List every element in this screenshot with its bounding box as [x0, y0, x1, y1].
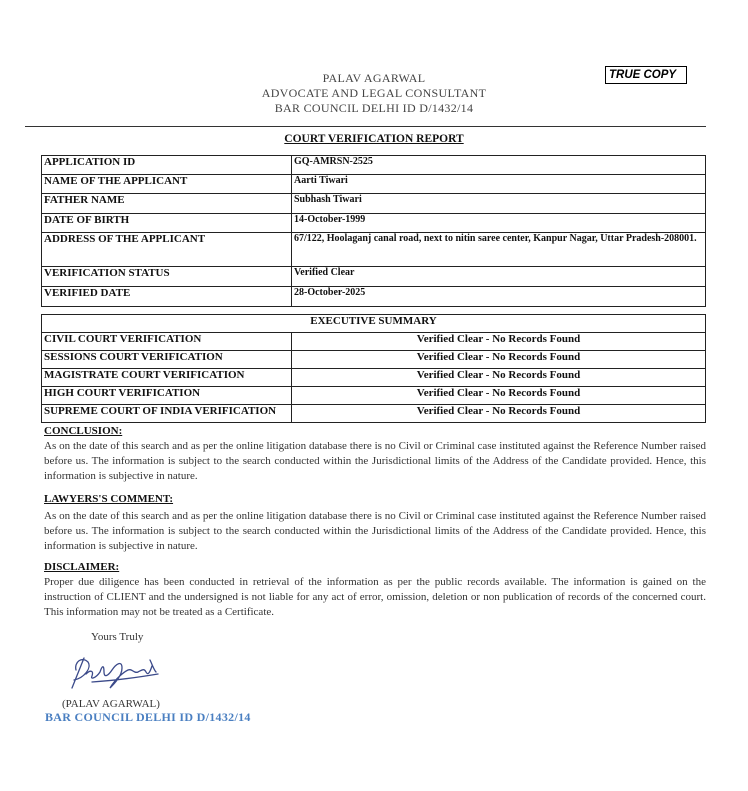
disclaimer-title: DISCLAIMER:	[44, 561, 120, 573]
summary-heading-row	[42, 315, 706, 333]
summary-row	[42, 405, 706, 423]
details-table	[41, 155, 706, 307]
summary-value: Verified Clear - No Records Found	[292, 387, 706, 405]
report-title: COURT VERIFICATION REPORT	[284, 133, 464, 145]
details-value: 28-October-2025	[292, 287, 706, 307]
summary-heading: EXECUTIVE SUMMARY	[42, 315, 706, 333]
conclusion-title: CONCLUSION:	[44, 425, 123, 437]
summary-value: Verified Clear - No Records Found	[292, 351, 706, 369]
summary-row	[42, 369, 706, 387]
details-label: FATHER NAME	[42, 194, 292, 214]
letterhead-name: PALAV AGARWAL	[322, 71, 426, 85]
details-value: 14-October-1999	[292, 214, 706, 233]
summary-label: HIGH COURT VERIFICATION	[42, 387, 292, 405]
summary-row	[42, 333, 706, 351]
conclusion-text: As on the date of this search and as per the online litigation database there is no Civil or Criminal case instituted against the Reference Number raised before us. The information is subject to the search conducted within the Jurisdictional limits of the Address of the Candidate provided. Hence, this information is subjective in nature.	[44, 440, 706, 482]
details-label: VERIFIED DATE	[42, 287, 292, 307]
details-label: NAME OF THE APPLICANT	[42, 175, 292, 194]
details-label: VERIFICATION STATUS	[42, 267, 292, 287]
summary-label: SESSIONS COURT VERIFICATION	[42, 351, 292, 369]
details-value: Subhash Tiwari	[292, 194, 706, 214]
details-row	[42, 156, 706, 175]
comment-text: As on the date of this search and as per the online litigation database there is no Civil or Criminal case instituted against the Reference Number raised before us. The information is subject to the search conducted within the Jurisdictional limits of the Address of the Candidate provided. Hence, this information is subjective in nature.	[44, 510, 706, 552]
details-value: Verified Clear	[292, 267, 706, 287]
summary-label: SUPREME COURT OF INDIA VERIFICATION	[42, 405, 292, 423]
summary-label: CIVIL COURT VERIFICATION	[42, 333, 292, 351]
details-value: Aarti Tiwari	[292, 175, 706, 194]
details-row	[42, 267, 706, 287]
details-row	[42, 287, 706, 307]
details-label: ADDRESS OF THE APPLICANT	[42, 233, 292, 267]
summary-row	[42, 387, 706, 405]
summary-row	[42, 351, 706, 369]
details-row	[42, 194, 706, 214]
letterhead-bar-id: BAR COUNCIL DELHI ID D/1432/14	[274, 101, 474, 115]
summary-value: Verified Clear - No Records Found	[292, 369, 706, 387]
comment-title: LAWYERS'S COMMENT:	[44, 493, 174, 505]
header-divider	[25, 126, 706, 127]
details-row	[42, 214, 706, 233]
details-row	[42, 175, 706, 194]
closing-text: Yours Truly	[91, 631, 144, 643]
details-label: DATE OF BIRTH	[42, 214, 292, 233]
disclaimer-text: Proper due diligence has been conducted in retrieval of the information as per the public records available. The information is gained on the instruction of CLIENT and the undersigned is not liable for any act of error, omission, deletion or non publication of records of the concerned court. This information may not be treated as a Certificate.	[44, 576, 706, 618]
true-copy-stamp: TRUE COPY	[605, 66, 687, 84]
details-row	[42, 233, 706, 267]
signatory-name: (PALAV AGARWAL)	[62, 698, 160, 710]
signatory-bar-id: BAR COUNCIL DELHI ID D/1432/14	[45, 710, 251, 724]
letterhead-title: ADVOCATE AND LEGAL CONSULTANT	[261, 86, 487, 100]
details-value: GQ-AMRSN-2525	[292, 156, 706, 175]
details-label: APPLICATION ID	[42, 156, 292, 175]
details-value: 67/122, Hoolaganj canal road, next to nitin saree center, Kanpur Nagar, Uttar Pradesh-208001.	[292, 233, 706, 267]
summary-value: Verified Clear - No Records Found	[292, 333, 706, 351]
summary-label: MAGISTRATE COURT VERIFICATION	[42, 369, 292, 387]
summary-table	[41, 314, 706, 423]
signature-icon	[64, 648, 164, 701]
summary-value: Verified Clear - No Records Found	[292, 405, 706, 423]
